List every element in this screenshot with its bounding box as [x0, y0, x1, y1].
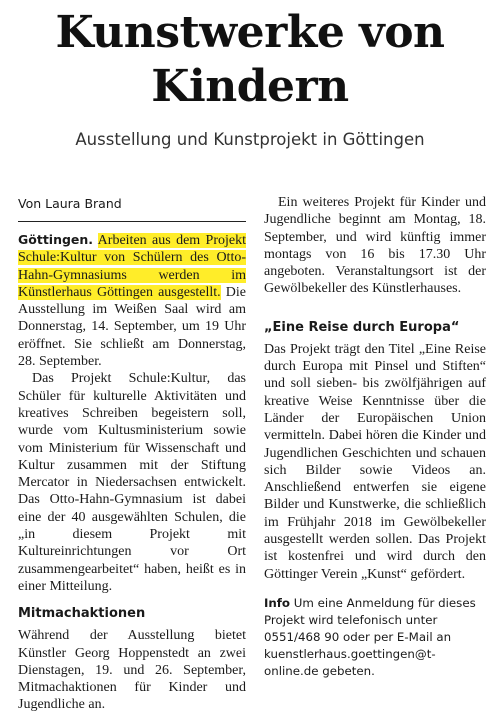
info-box: [264, 595, 486, 680]
dateline: Göttingen.: [18, 232, 94, 247]
article-headline: Kunstwerke von Kindern: [55, 7, 445, 112]
subhead-mitmachaktionen: Mitmachaktionen: [18, 606, 146, 622]
paragraph-project: Das Projekt Schule:Kultur, das Schüler für kulturelle Aktivitäten und kreatives Schreiben begeistern soll, wurde vom Kultusministerium sowie vom Ministerium für Wissenschaft und Kultur zusammen mit der Stiftung Mercator in Niedersachsen entwickelt. Das Otto-Hahn-Gymnasium ist dabei eine der 40 ausgewählten Schulen, die „in diesem Projekt mit Kultureinrichtungen vor Ort zusammengearbeitet“ haben, heißt es in einer Mitteilung.: [18, 371, 246, 594]
paragraph-weekly-project: Ein weiteres Projekt für Kinder und Jugendliche beginnt am Montag, 18. September, und wird künftig immer montags von 16 bis 17.30 Uhr angeboten. Veranstaltungsort ist der Gewölbekeller des Künstlerhauses.: [264, 195, 486, 297]
subhead-europa: „Eine Reise durch Europa“: [264, 319, 460, 335]
paragraph-europa-project: Das Projekt trägt den Titel „Eine Reise durch Europa mit Pinsel und Stiften“ und soll sieben- bis zwölfjährigen auf kreative Weise Kenntnisse über die Länder der Europäischen Union vermitteln. Dabei hören die Kinder und Jugendlichen Geschichten und schauen sich Bilder sowie Videos an. Anschließend entwerfen sie eigene Bilder und Kunstwerke, die schließlich im Frühjahr 2018 im Gewölbekeller ausgestellt werden sollen. Das Projekt ist kostenfrei und wird durch den Göttinger Verein „Kunst“ gefördert.: [264, 341, 486, 582]
byline: Von Laura Brand: [18, 194, 246, 222]
info-text: Um eine Anmeldung für dieses Projekt wird telefonisch unter 0551/468 90 oder per E-Mail an kuenstlerhaus.goettingen@t-online.de gebeten.: [264, 595, 476, 678]
info-label: Info: [264, 595, 291, 610]
article-column-left: [18, 194, 246, 714]
lead-paragraph: [18, 231, 246, 370]
highlighted-lead: Arbeiten aus dem Projekt Schule:Kultur von Schülern des Otto-Hahn-Gymnasiums werden im Künstlerhaus Göttingen ausgestellt.: [18, 233, 246, 300]
article-column-right: [264, 194, 486, 680]
paragraph-opening-dates: Die Ausstellung im Weißen Saal wird am Donnerstag, 14. September, um 19 Uhr eröffnet. Sie schließt am Donnerstag, 28. September.: [18, 284, 247, 370]
article-subtitle: Ausstellung und Kunstprojekt in Göttingen: [75, 130, 425, 149]
paragraph-workshops: Während der Ausstellung bietet Künstler Georg Hoppenstedt an zwei Dienstagen, 19. und 26. September, Mitmachaktionen für Kinder und Jugendliche an.: [18, 628, 246, 713]
